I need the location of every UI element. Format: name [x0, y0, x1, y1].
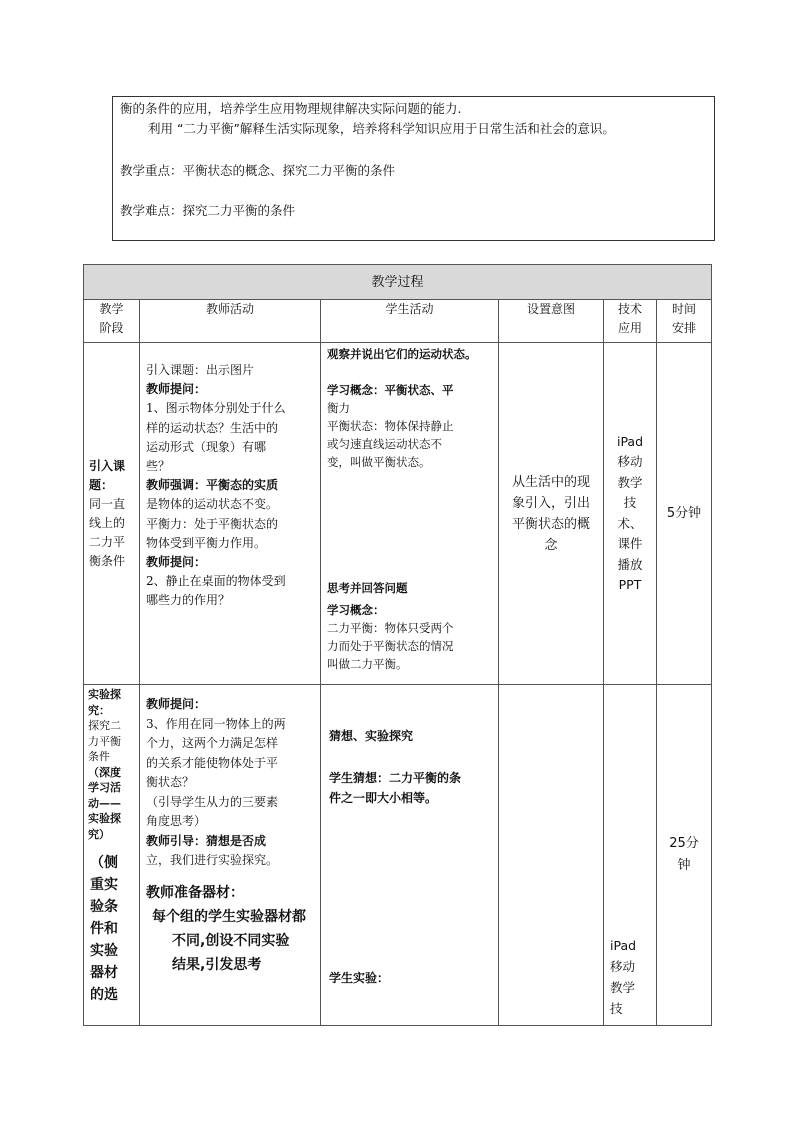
row1-teacher-l5: 运动形式（现象）有哪	[146, 439, 267, 454]
row2-stage-s3: 探究二	[88, 719, 121, 732]
row1-teacher-l12: 2、静止在桌面的物体受到	[146, 574, 286, 589]
row1-stage-l4: 线上的	[89, 515, 126, 530]
row1-student-b4: 力而处于平衡状态的情况	[327, 639, 454, 653]
row2-tech-l4: 技	[610, 1001, 623, 1016]
row2-tech	[604, 685, 657, 1026]
row1-time: 5分钟	[657, 343, 712, 685]
row1-stage-l2: 题：	[89, 477, 114, 492]
row1-stage	[84, 343, 140, 685]
row1-teacher-l6: 些？	[146, 459, 171, 474]
row1-intent	[499, 343, 604, 685]
header-stage-line2: 阶段	[99, 321, 124, 335]
row2-teacher-l9: 立，我们进行实验探究。	[146, 853, 279, 867]
row2-stage-b1: （深度	[88, 765, 121, 779]
objective-line-2: 利用 “二力平衡”解释生活实际现象，培养将科学知识应用于日常生活和社会的意识。	[148, 121, 615, 136]
row2-student-l4: 学生实验：	[329, 971, 390, 985]
header-time	[657, 300, 712, 343]
row2-time-l1: 25分	[669, 836, 699, 851]
row1-student-l5: 平衡状态：物体保持静止	[327, 419, 454, 433]
row2-teacher-big3: 不同,创设不同实验	[172, 932, 290, 949]
header-student: 学生活动	[321, 300, 499, 343]
row1-tech-l5: 术、	[617, 515, 643, 531]
row2-stage-g4: 件和	[90, 921, 118, 937]
row1-teacher-l3: 1、图示物体分别处于什么	[146, 401, 286, 416]
row2-teacher-l7: 角度思考）	[146, 814, 207, 828]
row2-stage-b4: 实验探	[88, 812, 121, 825]
objective-line-1: 衡的条件的应用，培养学生应用物理规律解决实际问题的能力.	[120, 101, 462, 116]
row1-tech-l8: PPT	[618, 577, 642, 592]
row2-teacher-l6: （引导学生从力的三要素	[146, 794, 279, 809]
header-tech-line1: 技术	[617, 302, 642, 316]
row2-stage-g1: （侧	[90, 855, 118, 871]
row1-student-l4: 衡力	[327, 401, 350, 415]
row1-student-b3: 二力平衡：物体只受两个	[327, 621, 454, 635]
row2-stage-b5: 究）	[88, 827, 110, 841]
row2-teacher-l2: 3、作用在同一物体上的两	[146, 716, 286, 731]
row2-stage-g2: 重实	[90, 877, 118, 893]
row1-teacher-l11: 教师提问：	[146, 555, 207, 570]
row2-student	[321, 685, 499, 1026]
row1-student	[321, 343, 499, 685]
row1-student-b1: 思考并回答问题	[327, 581, 408, 595]
row1-student-b5: 叫做二力平衡。	[327, 657, 408, 671]
row2-teacher-l1: 教师提问：	[146, 697, 207, 711]
row2-stage-g7: 的选	[90, 987, 118, 1003]
row1-teacher-l9: 平衡力：处于平衡状态的	[146, 516, 279, 531]
row1-stage-l1: 引入课	[89, 458, 126, 473]
row2-student-l3: 件之一即大小相等。	[329, 791, 438, 805]
objectives-box	[112, 96, 715, 241]
row1-teacher-l4: 样的运动状态？生活中的	[146, 420, 279, 435]
row2-teacher-l3: 个力，这两个力满足怎样	[146, 736, 279, 750]
process-title: 教学过程	[84, 265, 712, 300]
row1-tech-l1: iPad	[616, 433, 644, 449]
row1-teacher-l7: 教师强调：平衡态的实质	[146, 478, 279, 493]
row2-stage-g5: 实验	[90, 943, 118, 959]
row1-tech	[604, 343, 657, 685]
row2-stage-b3: 动——	[88, 796, 121, 810]
row1-student-b2: 学习概念：	[327, 603, 385, 617]
row2-teacher-big1: 教师准备器材：	[146, 884, 244, 901]
row2-time-l2: 钟	[677, 858, 691, 873]
header-intent: 设置意图	[499, 300, 604, 343]
row1-teacher-l1: 引入课题：出示图片	[146, 363, 255, 377]
row2-teacher-l4: 的关系才能使物体处于平	[146, 755, 279, 770]
row1-stage-l6: 衡条件	[89, 553, 126, 568]
row2-student-l2: 学生猜想：二力平衡的条	[329, 771, 462, 785]
difficulties: 教学难点：探究二力平衡的条件	[120, 203, 296, 218]
row1-teacher-l13: 哪些力的作用？	[146, 593, 231, 608]
row2-time	[657, 685, 712, 1026]
row1-stage-l3: 同一直	[89, 496, 126, 511]
row1-student-l2	[327, 363, 494, 381]
row2-stage-b2: 学习活	[88, 781, 121, 794]
row1-tech-l3: 教学	[617, 474, 643, 490]
row2-stage-s4: 力平衡	[88, 734, 121, 748]
row2-stage	[84, 685, 140, 1026]
header-tech	[604, 300, 657, 343]
row2-intent	[499, 685, 604, 1026]
row1-intent-l1: 从生活中的现	[511, 474, 590, 490]
key-points: 教学重点：平衡状态的概念、探究二力平衡的条件	[120, 163, 396, 178]
row1-intent-l4: 念	[544, 537, 558, 553]
row2-teacher-l5: 衡状态？	[146, 775, 195, 789]
row2-stage-s1: 实验探	[88, 688, 121, 701]
row2-stage-g3: 验条	[90, 899, 118, 915]
row2-teacher-big2: 每个组的学生实验器材都	[152, 908, 306, 925]
row1-tech-l2: 移动	[617, 454, 643, 469]
row2-tech-l3: 教学	[610, 980, 636, 995]
row1-tech-l7: 播放	[617, 556, 643, 572]
row1-student-l6: 或匀速直线运动状态不	[327, 437, 442, 451]
row1-student-l1: 观察并说出它们的运动状态。	[327, 347, 477, 361]
row1-tech-l4: 技	[623, 495, 637, 510]
row1-teacher-l8: 是物体的运动状态不变。	[146, 497, 279, 512]
row2-teacher-l8: 教师引导：猜想是否成	[146, 833, 267, 848]
header-stage-line1: 教学	[99, 302, 124, 316]
row1-intent-l3: 平衡状态的概	[511, 516, 590, 532]
row2-teacher-big4: 结果,引发思考	[172, 956, 262, 973]
row2-stage-g6: 器材	[90, 965, 118, 981]
row2-tech-l2: 移动	[610, 959, 636, 974]
row1-intent-l2: 象引入，引出	[511, 495, 590, 511]
row2-tech-l1: iPad	[610, 938, 637, 953]
header-stage	[84, 300, 140, 343]
header-tech-line2: 应用	[617, 321, 642, 335]
row1-student-l7: 变，叫做平衡状态。	[327, 455, 431, 469]
teaching-process-table	[83, 264, 712, 1026]
row1-teacher-l10: 物体受到平衡力作用。	[146, 535, 267, 550]
row2-stage-s2: 究：	[88, 703, 110, 717]
row1-teacher-l2: 教师提问：	[146, 382, 207, 397]
row2-stage-s5: 条件	[88, 750, 110, 763]
header-time-line1: 时间	[672, 302, 697, 316]
header-teacher: 教师活动	[140, 300, 321, 343]
row1-student-l3: 学习概念：平衡状态、平	[327, 383, 454, 397]
row1-tech-l6: 课件	[617, 536, 643, 551]
row2-teacher	[140, 685, 321, 1026]
row1-teacher	[140, 343, 321, 685]
header-time-line2: 安排	[672, 321, 697, 335]
row2-student-l1: 猜想、实验探究	[329, 729, 414, 743]
row1-stage-l5: 二力平	[89, 534, 126, 549]
